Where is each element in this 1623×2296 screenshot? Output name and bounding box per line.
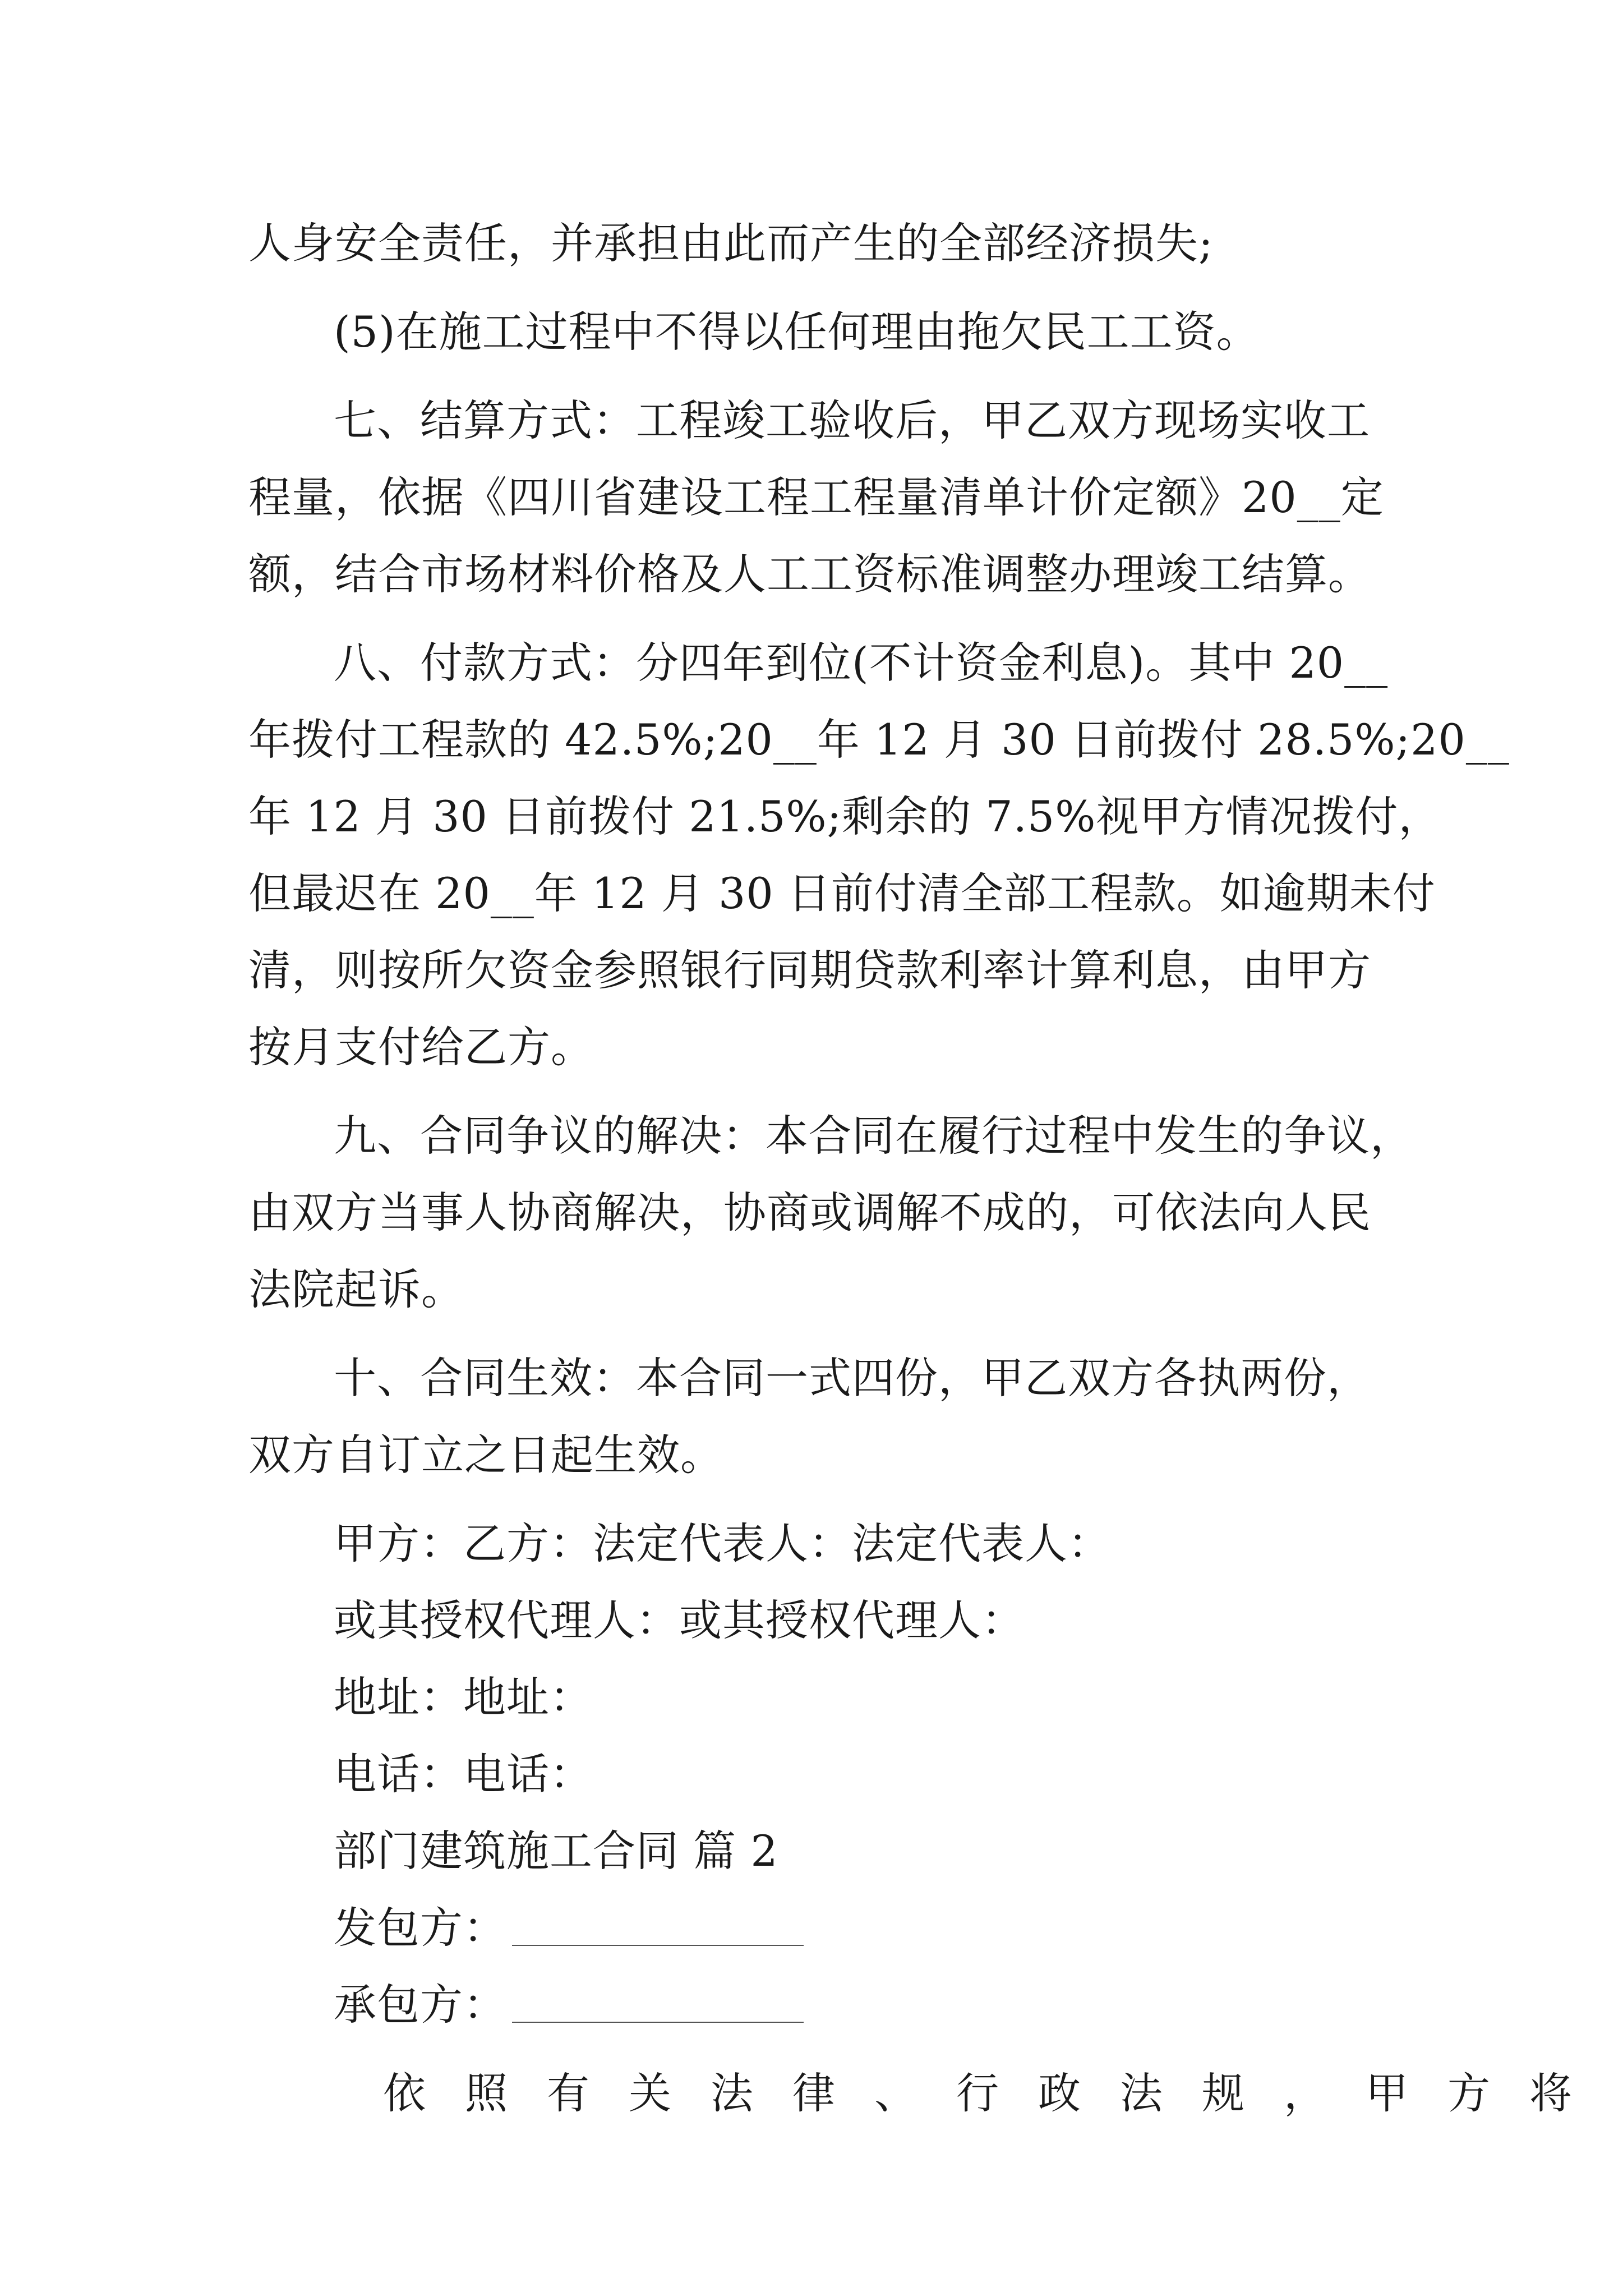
text-line: 年拨付工程款的 42.5%;20__年 12 月 30 日前拨付 28.5%;20__ [248, 715, 1510, 765]
text-line: 额，结合市场材料价格及人工工资标准调整办理竣工结算。 [248, 549, 1371, 599]
signature-agent-line: 或其授权代理人：或其授权代理人： [334, 1595, 1025, 1645]
employer-blank-field [512, 1906, 804, 1946]
text-line: 按月支付给乙方。 [248, 1022, 594, 1072]
text-line: 法院起诉。 [248, 1264, 464, 1314]
signature-parties-line: 甲方：乙方：法定代表人：法定代表人： [334, 1519, 1111, 1568]
section-heading: 部门建筑施工合同 篇 2 [334, 1826, 778, 1876]
text-line: 程量，依据《四川省建设工程工程量清单计价定额》20__定 [248, 472, 1384, 522]
contractor-blank-field [512, 1982, 804, 2023]
text-line: 清，则按所欠资金参照银行同期贷款利率计算利息，由甲方 [248, 945, 1371, 995]
text-line: 人身安全责任，并承担由此而产生的全部经济损失; [248, 218, 1214, 268]
text-line: 年 12 月 30 日前拨付 21.5%;剩余的 7.5%视甲方情况拨付， [248, 792, 1442, 841]
text-line: (5)在施工过程中不得以任何理由拖欠民工工资。 [334, 307, 1260, 357]
text-line: 双方自订立之日起生效。 [248, 1430, 723, 1480]
employer-label: 发包方： [334, 1903, 506, 1953]
contractor-label: 承包方： [334, 1980, 506, 2030]
clause-ten-line: 十、合同生效：本合同一式四份，甲乙双方各执两份， [334, 1353, 1370, 1403]
clause-eight-line: 八、付款方式：分四年到位(不计资金利息)。其中 20__ [334, 638, 1389, 688]
contractor-line [248, 1966, 1381, 2043]
contract-text [248, 205, 1611, 2132]
text-line: 由双方当事人协商解决，协商或调解不成的，可依法向人民 [248, 1188, 1371, 1237]
signature-address-line: 地址：地址： [334, 1672, 593, 1722]
clause-nine-line: 九、合同争议的解决：本合同在履行过程中发生的争议， [334, 1111, 1413, 1161]
employer-line [248, 1889, 1381, 1966]
text-line: 依照有关法律、行政法规，甲方将 [383, 2068, 1611, 2118]
text-line: 但最迟在 20__年 12 月 30 日前付清全部工程款。如逾期未付 [248, 868, 1436, 918]
clause-seven-line: 七、结算方式：工程竣工验收后，甲乙双方现场实收工 [334, 395, 1370, 445]
signature-phone-line: 电话：电话： [334, 1749, 593, 1799]
